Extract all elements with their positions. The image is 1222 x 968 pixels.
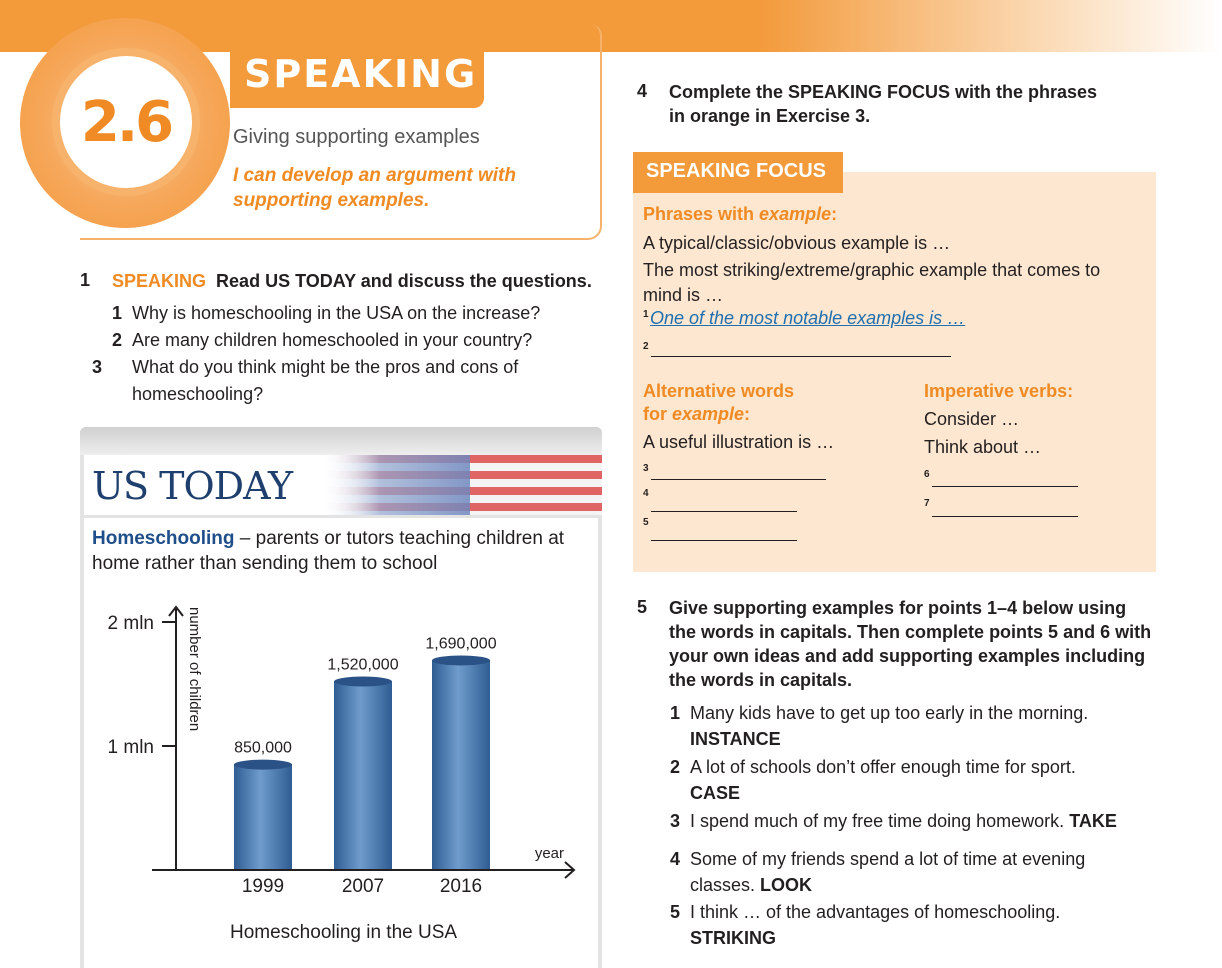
answer-blank-5[interactable]	[651, 540, 797, 541]
chart-value-label: 1,690,000	[425, 635, 497, 653]
exercise-5-instruction: Give supporting examples for points 1–4 below using the words in capitals. Then complete points 5 and 6 with your own ideas and add supporting examples including the words in capitals.	[669, 598, 1152, 690]
us-flag-fade	[320, 455, 380, 515]
chart-bar	[432, 660, 490, 870]
speaking-focus-title: SPEAKING FOCUS	[646, 160, 827, 182]
imperative-verbs-heading: Imperative verbs:	[924, 381, 1074, 401]
chart-bar-top	[334, 677, 392, 687]
chart-bar-top	[234, 760, 292, 770]
definition-text: – parents or tutors teaching children at home rather than sending them to school	[92, 528, 565, 574]
chart-x-tick-label: 2007	[341, 876, 385, 897]
exercise-4-line: in orange in Exercise 3.	[669, 106, 871, 126]
unit-number: 2.6	[80, 90, 172, 155]
exercise-5-number: 5	[637, 597, 648, 617]
focus-phrase: The most striking/extreme/graphic example that comes to	[643, 260, 1101, 280]
blank-number-5: 5	[643, 517, 649, 528]
learning-objective: I can develop an argument with supporting examples.	[233, 165, 516, 211]
answer-blank-7[interactable]	[932, 516, 1078, 517]
exercise-4-number: 4	[637, 81, 648, 101]
focus-phrase: mind is …	[643, 285, 724, 305]
alternative-words-heading: Alternative words for example:	[643, 381, 795, 424]
us-today-masthead: US TODAY	[92, 464, 293, 508]
chart-y-tick-label: 1 mln	[107, 737, 154, 758]
chart-bar	[334, 682, 392, 870]
blank-number-6: 6	[924, 469, 930, 480]
example-answer: One of the most notable examples is …	[650, 308, 966, 328]
exercise-1-number: 1	[80, 270, 91, 290]
imperative-item: Consider …	[924, 409, 1020, 429]
homeschooling-definition	[92, 526, 572, 576]
us-today-topbar	[80, 427, 602, 455]
exercise-5-item: 1 Many kids have to get up too early in the morning. INSTANCE	[670, 703, 1089, 749]
homeschooling-term: Homeschooling	[92, 528, 235, 549]
unit-title: SPEAKING	[244, 52, 478, 96]
blank-number-4: 4	[643, 488, 649, 499]
blank-number-2: 2	[643, 341, 649, 352]
chart-bar-top	[432, 655, 490, 665]
chart-caption: Homeschooling in the USA	[230, 922, 458, 943]
homeschooling-bar-chart	[84, 590, 598, 920]
exercise-5-item: 5 I think … of the advantages of homeschooling. STRIKING	[670, 902, 1061, 948]
chart-value-label: 850,000	[234, 739, 292, 757]
chart-x-tick-label: 1999	[241, 876, 285, 897]
exercise-4-instruction	[669, 80, 1149, 128]
alternative-example: A useful illustration is …	[643, 432, 835, 452]
exercise-4-line: Complete the SPEAKING FOCUS with the phrases	[669, 82, 1098, 102]
answer-blank-4[interactable]	[651, 511, 797, 512]
chart-x-tick-label: 2016	[439, 876, 483, 897]
answer-blank-2[interactable]	[651, 356, 951, 357]
blank-number-3: 3	[643, 463, 649, 474]
answer-blank-3[interactable]	[651, 479, 826, 480]
exercise-5-item: 4 Some of my friends spend a lot of time at evening classes. LOOK	[670, 849, 1086, 895]
exercise-1-instruction	[112, 269, 602, 293]
question-item: 3 What do you think might be the pros and cons of homeschooling?	[92, 357, 519, 404]
chart-y-tick-label: 2 mln	[107, 613, 154, 634]
blank-number-7: 7	[924, 498, 930, 509]
exercise-5-item: 2 A lot of schools don’t offer enough time for sport. CASE	[670, 757, 1076, 803]
unit-subtitle: Giving supporting examples	[233, 126, 480, 148]
chart-bar	[234, 765, 292, 870]
question-item: 2 Are many children homeschooled in your country?	[112, 330, 533, 350]
imperative-item: Think about …	[924, 437, 1042, 457]
exercise-5-item: 3 I spend much of my free time doing homework. TAKE	[670, 811, 1117, 831]
question-item: 1 Why is homeschooling in the USA on the increase?	[112, 303, 541, 323]
answer-blank-6[interactable]	[932, 486, 1078, 487]
exercise-1-label: SPEAKING	[112, 271, 207, 291]
phrases-heading: Phrases with example:	[643, 204, 838, 224]
chart-value-label: 1,520,000	[327, 656, 399, 674]
chart-x-axis-label: year	[534, 845, 564, 862]
exercise-1-text: Read US TODAY and discuss the questions.	[216, 271, 592, 291]
chart-y-axis-label: number of children	[186, 607, 203, 732]
blank-number-1: 1	[643, 309, 649, 320]
focus-phrase: A typical/classic/obvious example is …	[643, 233, 951, 253]
